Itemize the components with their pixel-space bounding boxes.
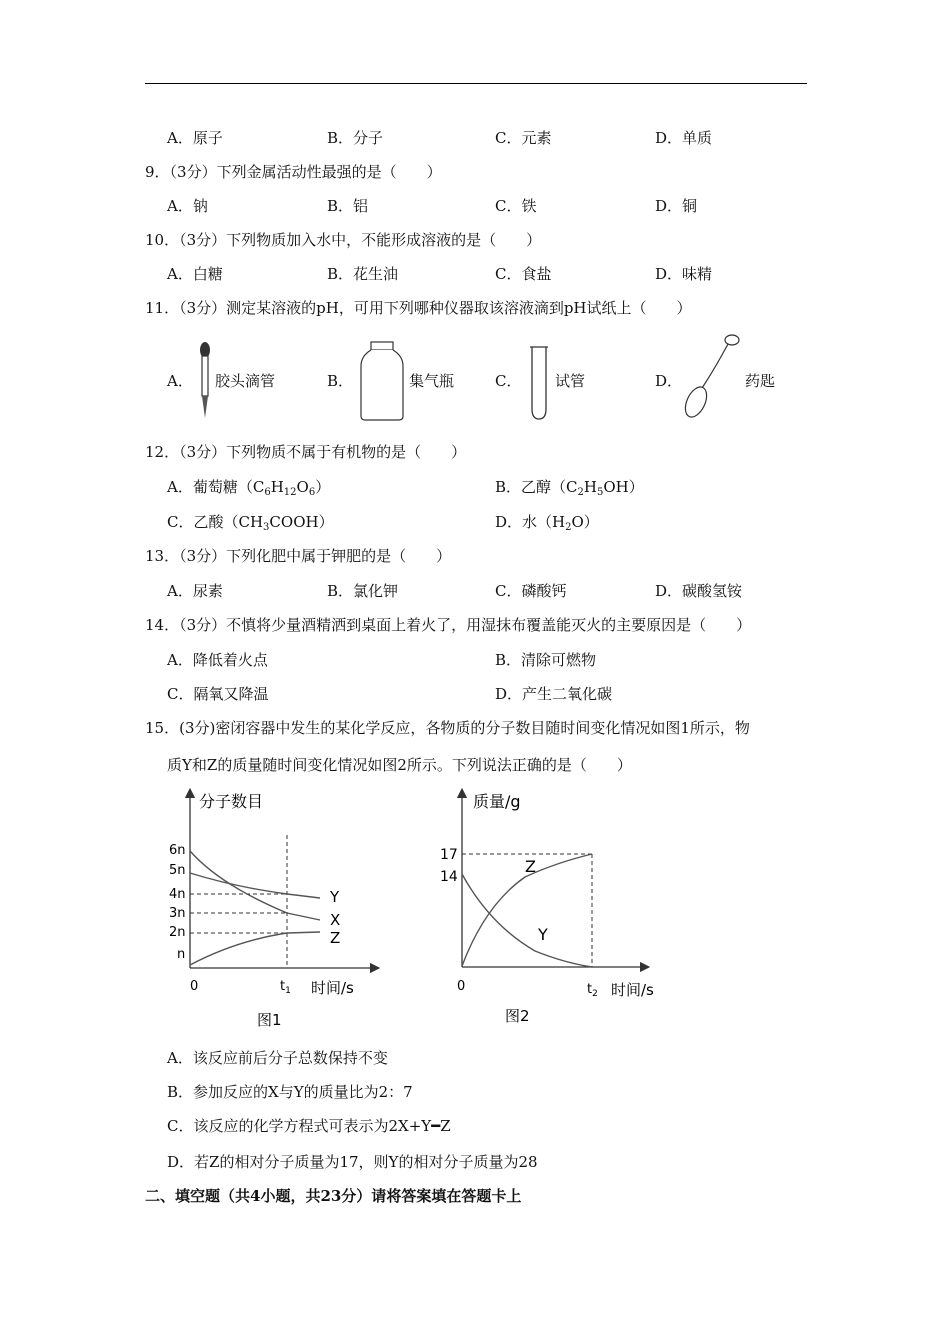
fig1-curve-z	[190, 932, 320, 965]
q14-option-a: A．降低着火点	[167, 651, 268, 669]
fig2-curve-y	[462, 874, 592, 967]
q15-option-d: D．若Z的相对分子质量为17，则Y的相对分子质量为28	[167, 1153, 538, 1171]
fig1-ytick-5n: 5n	[169, 863, 186, 878]
q11-option-d-letter: D．	[655, 372, 683, 390]
test-tube-icon	[527, 345, 551, 421]
q15-option-b: B．参加反应的X与Y的质量比为2：7	[167, 1083, 413, 1101]
q11-stem: 11．（3分）测定某溶液的pH，可用下列哪种仪器取该溶液滴到pH试纸上（ ）	[145, 299, 692, 317]
q15-stem-line2: 质Y和Z的质量随时间变化情况如图2所示。下列说法正确的是（ ）	[167, 756, 632, 774]
q14-option-c: C．隔氧又降温	[167, 685, 269, 703]
fig1-label-z: Z	[330, 929, 341, 947]
q8-option-c: C．元素	[495, 129, 552, 147]
q15-option-a: A．该反应前后分子总数保持不变	[167, 1049, 388, 1067]
q8-option-b: B．分子	[327, 129, 384, 147]
fig2-xlabel: 时间/s	[611, 981, 654, 999]
q9-option-c: C．铁	[495, 197, 537, 215]
fig1-curve-x	[190, 851, 320, 920]
q10-option-c: C．食盐	[495, 265, 552, 283]
q8-option-a: A．原子	[167, 129, 223, 147]
q9-option-a: A．钠	[167, 197, 208, 215]
fig2-caption: 图2	[505, 1007, 530, 1025]
q15-stem-line1: 15．(3分)密闭容器中发生的某化学反应，各物质的分子数目随时间变化情况如图1所示，物	[145, 719, 750, 737]
gas-jar-icon	[357, 340, 407, 422]
q8-option-d: D．单质	[655, 129, 713, 147]
fig1-ytick-3n: 3n	[169, 906, 186, 921]
q11-option-c-label: 试管	[555, 372, 586, 390]
q14-stem: 14．（3分）不慎将少量酒精洒到桌面上着火了，用湿抹布覆盖能灭火的主要原因是（ ）	[145, 616, 752, 634]
fig2-label-z: Z	[525, 857, 536, 876]
fig1-ylabel: 分子数目	[199, 792, 264, 811]
q12-option-d: D．水$(H_2O)$	[495, 513, 599, 533]
fig1-ytick-2n: 2n	[169, 925, 186, 940]
q10-option-a: A．白糖	[167, 265, 223, 283]
fig2-ytick-17: 17	[440, 847, 458, 863]
q14-option-b: B．清除可燃物	[495, 651, 597, 669]
q11-option-b-label: 集气瓶	[409, 372, 455, 390]
q11-option-b-letter: B．	[327, 372, 354, 390]
fig1-t1-label: $t_1$	[280, 979, 291, 996]
header-rule	[145, 83, 807, 84]
q13-option-a: A．尿素	[167, 582, 223, 600]
fig2-t2-label: $t_2$	[587, 982, 598, 999]
fig2-ylabel: 质量/g	[473, 792, 521, 811]
q15-option-c: C．该反应的化学方程式可表示为2X+Y━Z	[167, 1117, 451, 1135]
q13-option-b: B．氯化钾	[327, 582, 399, 600]
q13-stem: 13．（3分）下列化肥中属于钾肥的是（ ）	[145, 547, 452, 565]
fig1-xlabel: 时间/s	[311, 979, 354, 997]
fig2-label-y: Y	[538, 925, 548, 944]
q10-stem: 10．（3分）下列物质加入水中，不能形成溶液的是（ ）	[145, 231, 542, 249]
fig1-ytick-6n: 6n	[169, 843, 186, 858]
q12-option-a: A．葡萄糖$(C_6H_{12}O_6)$	[167, 478, 331, 498]
q13-option-c: C．磷酸钙	[495, 582, 567, 600]
fig1-label-y: Y	[330, 888, 340, 906]
fig1-label-x: X	[330, 911, 341, 929]
fig1-caption: 图1	[257, 1011, 282, 1029]
q9-option-b: B．铝	[327, 197, 369, 215]
fig2-origin: 0	[457, 979, 466, 994]
q9-stem: 9．（3分）下列金属活动性最强的是（ ）	[145, 163, 442, 181]
fig2-ytick-14: 14	[440, 869, 458, 885]
q11-option-a-label: 胶头滴管	[215, 372, 276, 390]
dropper-icon	[195, 340, 215, 420]
figure-1	[165, 785, 390, 1035]
q10-option-b: B．花生油	[327, 265, 399, 283]
q12-stem: 12．（3分）下列物质不属于有机物的是（ ）	[145, 443, 467, 461]
fig1-origin: 0	[190, 979, 199, 994]
figure-2	[435, 785, 670, 1035]
spatula-icon	[684, 330, 744, 422]
fig1-ytick-n: n	[177, 947, 186, 962]
fig1-ytick-4n: 4n	[169, 887, 186, 902]
q11-option-d-label: 药匙	[745, 372, 776, 390]
q12-option-b: B．乙醇$(C_2H_5OH)$	[495, 478, 644, 498]
section-2-heading: 二、填空题（共4小题，共23分）请将答案填在答题卡上	[145, 1187, 522, 1205]
q11-option-a-letter: A．	[167, 372, 193, 390]
q13-option-d: D．碳酸氢铵	[655, 582, 743, 600]
q10-option-d: D．味精	[655, 265, 713, 283]
q9-option-d: D．铜	[655, 197, 698, 215]
q14-option-d: D．产生二氧化碳	[495, 685, 613, 703]
q12-option-c: C．乙酸$(CH_3COOH)$	[167, 513, 334, 533]
q11-option-c-letter: C．	[495, 372, 522, 390]
